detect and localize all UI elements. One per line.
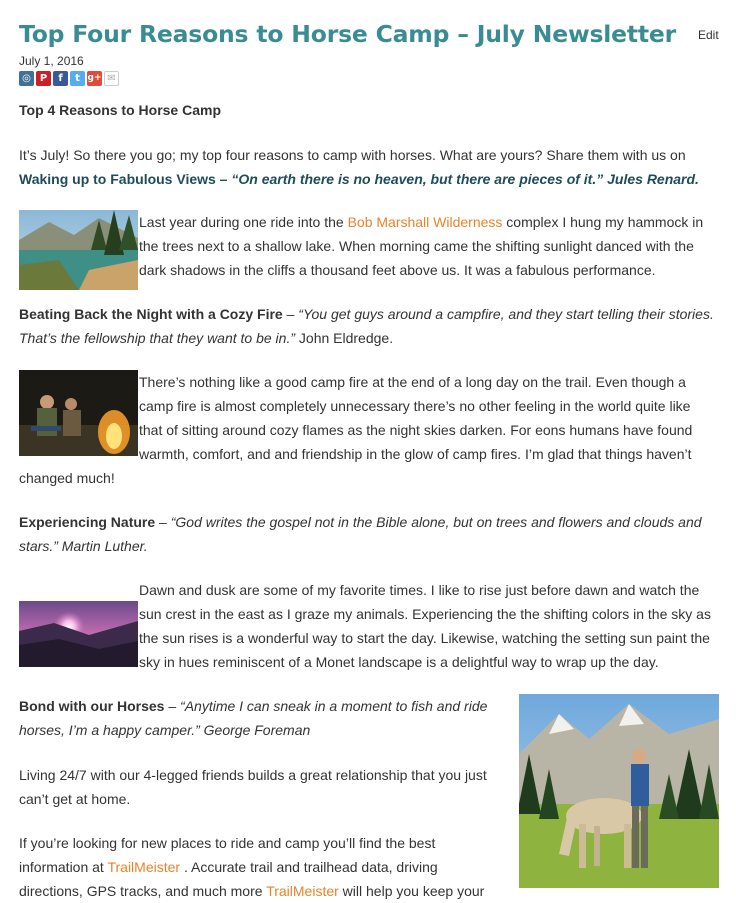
social-share-bar: [19, 71, 119, 86]
section-4-quote-1: “Anytime I can sneak in a moment to fish and ride: [180, 698, 488, 714]
section-2-quote-1: “You get guys around a campfire, and they start telling their stories.: [298, 306, 714, 322]
section-2-line-2: camp fire is almost completely unnecessary there’s no other feeling in the world quite like: [139, 398, 691, 414]
pinterest-icon[interactable]: P: [36, 71, 51, 86]
section-1-line-3: dark shadows in the cliffs a thousand feet above us. It was a fabulous performance.: [139, 262, 656, 278]
horse-photo: [519, 694, 719, 888]
section-1-title: [19, 167, 699, 191]
section-4-p1-line-1: Living 24/7 with our 4-legged friends builds a great relationship that you just: [19, 767, 487, 783]
section-2-title-line: [19, 302, 714, 326]
section-4-title-line: [19, 694, 487, 718]
section-3-line-1: Dawn and dusk are some of my favorite times. I like to rise just before dawn and watch the: [139, 582, 700, 598]
section-1-text: complex I hung my hammock in: [502, 214, 704, 230]
campfire-photo: [19, 370, 138, 456]
bob-marshall-link[interactable]: Bob Marshall Wilderness: [347, 214, 503, 230]
intro-paragraph: It’s July! So there you go; my top four reasons to camp with horses. What are yours? Share them with us on: [19, 147, 686, 163]
section-4-p2-line-3: [19, 879, 484, 903]
section-3-line-2: sun crest in the east as I graze my animals. Experiencing the the shifting colors in the sky as: [139, 606, 711, 622]
section-4-quote-2: horses, I’m a happy camper.” George Foreman: [19, 722, 311, 738]
twitter-icon[interactable]: t: [70, 71, 85, 86]
section-4-heading: Bond with our Horses: [19, 698, 165, 714]
article-heading: Top 4 Reasons to Horse Camp: [19, 102, 222, 118]
dash: –: [282, 306, 299, 322]
section-2-line-5: changed much!: [19, 470, 115, 486]
trailmeister-link-2[interactable]: TrailMeister: [266, 883, 339, 899]
section-4-p2-line-2: [19, 855, 438, 879]
facebook-icon[interactable]: f: [53, 71, 68, 86]
section-3-line-3: the sun rises is a wonderful way to start the day. Likewise, watching the setting sun paint the: [139, 630, 710, 646]
section-3-title-line: [19, 510, 702, 534]
lake-photo: [19, 210, 138, 290]
googleplus-icon[interactable]: g+: [87, 71, 102, 86]
section-1-line-1: [139, 210, 703, 234]
text: . Accurate trail and trailhead data, driving: [180, 859, 438, 875]
section-3-heading: Experiencing Nature: [19, 514, 156, 530]
section-4-p2-line-1: If you’re looking for new places to ride and camp you’ll find the best: [19, 835, 436, 851]
section-2-quote-2: That’s the fellowship that they want to be in.”: [19, 330, 296, 346]
post-date: July 1, 2016: [19, 54, 84, 68]
section-4-p1-line-2: can’t get at home.: [19, 791, 131, 807]
section-1-heading: Waking up to Fabulous Views –: [19, 171, 232, 187]
section-2-heading: Beating Back the Night with a Cozy Fire: [19, 306, 283, 322]
section-2-line-1: There’s nothing like a good camp fire at the end of a long day on the trail. Even though a: [139, 374, 686, 390]
dash: –: [164, 698, 181, 714]
instagram-icon[interactable]: ◎: [19, 71, 34, 86]
sunset-photo: [19, 601, 138, 667]
trailmeister-link[interactable]: TrailMeister: [107, 859, 181, 875]
dash: –: [155, 514, 171, 530]
section-2-line-4: warmth, comfort, and and friendship in the glow of camp fires. I’m glad that things haven’t: [139, 446, 692, 462]
edit-link[interactable]: Edit: [698, 28, 719, 42]
section-1-text: Last year during one ride into the: [139, 214, 348, 230]
section-3-quote-1: “God writes the gospel not in the Bible alone, but on trees and flowers and clouds and: [170, 514, 702, 530]
text: directions, GPS tracks, and much more: [19, 883, 267, 899]
page-title: Top Four Reasons to Horse Camp – July Newsletter: [19, 20, 677, 48]
section-3-line-4: sky in hues reminiscent of a Monet landscape is a delightful way to wrap up the day.: [139, 654, 659, 670]
section-1-line-2: the trees next to a shallow lake. When morning came the shifting sunlight danced with the: [139, 238, 694, 254]
text: information at: [19, 859, 108, 875]
section-2-author: John Eldredge.: [295, 330, 394, 346]
text: will help you keep your: [338, 883, 485, 899]
section-2-line-3: that of sitting around cozy flames as the night skies darken. For eons humans have found: [139, 422, 693, 438]
email-icon[interactable]: ✉: [104, 71, 119, 86]
section-3-quote-2: stars.” Martin Luther.: [19, 538, 148, 554]
section-2-title-line-2: [19, 326, 393, 350]
section-1-quote: “On earth there is no heaven, but there are pieces of it.” Jules Renard.: [231, 171, 699, 187]
